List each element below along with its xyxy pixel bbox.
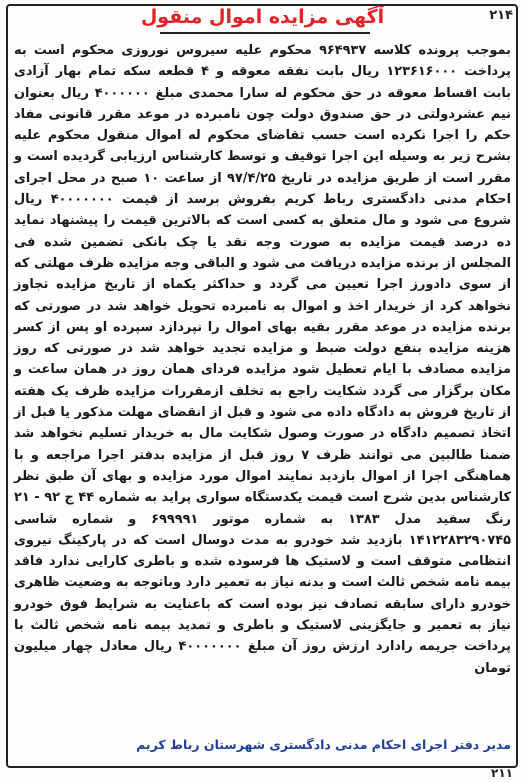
page-number-bottom: ۲۱۱ xyxy=(491,766,513,780)
notice-signature: مدیر دفتر اجرای احکام مدنی دادگستری شهرستان رباط کریم xyxy=(136,737,511,752)
title-underline xyxy=(160,32,370,34)
notice-body: بموجب پرونده کلاسه ۹۶۴۹۳۷ محکوم علیه سیروس نوروزی محکوم است به پرداخت ۱۲۳۶۱۶۰۰۰ ریال بابت نفقه معوقه و ۴ قطعه سکه تمام بهار آزادی بابت اقساط معوقه در حق محکوم له سارا محمدی مبلغ ۴۰۰۰۰۰۰ ریال بعنوان نیم عشردولتی در حق صندوق دولت چون نامبرده در موعد مقرر قانونی مفاد حکم را اجرا نکرده است حسب تقاضای محکوم له اموال منقول محکوم علیه بشرح زیر به وسیله این اجرا توقیف و توسط کارشناس ارزیابی گردیده است و مقرر است از طریق مزایده در تاریخ ۹۷/۴/۲۵ از ساعت ۱۰ صبح در محل اجرای احکام مدنی دادگستری رباط کریم بفروش برسد از قیمت ۴۰۰۰۰۰۰۰ ریال شروع می شود و مال متعلق به کسی است که بالاترین قیمت را پیشنهاد نماید ده درصد قیمت مزایده به صورت وجه نقد یا چک بانکی تضمین شده فی المجلس از برنده مزایده دریافت می شود و الباقی وجه مزایده ظرف مهلتی که از سوی دادورز اجرا تعیین می گردد و حداکثر یکماه از تاریخ مزایده تجاوز نخواهد کرد از خریدار اخذ و اموال به نامبرده تحویل خواهد شد در صورتی که برنده مزایده در موعد مقرر بقیه بهای اموال را نپردازد سپرده او پس از کسر هزینه مزایده بنفع دولت ضبط و مزایده تجدید خواهد شد در صورتی که روز مزایده مصادف با ایام تعطیل شود مزایده فردای همان روز در همان ساعت و مکان برگزار می گردد شکایت راجع به تخلف ازمقررات مزایده ظرف یک هفته از تاریخ فروش به دادگاه داده می شود و قبل از انقضای مهلت مذکور یا قبل از اتخاذ تصمیم دادگاه در صورت وصول شکایت مال به خریدار تسلیم نخواهد شد ضمنا طالبین می توانند ظرف ۷ روز قبل از مزایده بدفتر اجرا مراجعه و با هماهنگی اجرا از اموال بازدید نمایند اموال مورد مزایده و بهای آن طبق نظر کارشناس بدین شرح است قیمت یکدستگاه سواری پراید به شماره ۴۴ ج ۹۲ - ۲۱ رنگ سفید مدل ۱۳۸۳ به شماره موتور ۶۹۹۹۹۱ و شماره شاسی ۱۴۱۲۲۸۳۲۹۰۷۴۵ بازدید شد خودرو به مدت دوسال است که در پارکینگ نیروی انتظامی متوقف است و لاستیک ها فرسوده شده و باطری کارایی ندارد فاقد بیمه نامه شخص ثالث است و بدنه نیاز به تعمیر دارد وباتوجه به وضعیت ظاهری خودرو دارای سابقه تصادف نیز بوده است که باعنایت به شرایط فوق خودرو نیاز به تعمیر و جایگزینی لاستیک و باطری و تمدید بیمه نامه شخص ثالث با پرداخت جریمه رادارد ارزش روز آن مبلغ ۴۰۰۰۰۰۰۰ ریال معادل چهار میلیون تومان xyxy=(14,43,511,676)
notice-title: آگهی مزایده اموال منقول xyxy=(140,6,385,28)
page-number-top: ۲۱۴ xyxy=(489,8,513,23)
